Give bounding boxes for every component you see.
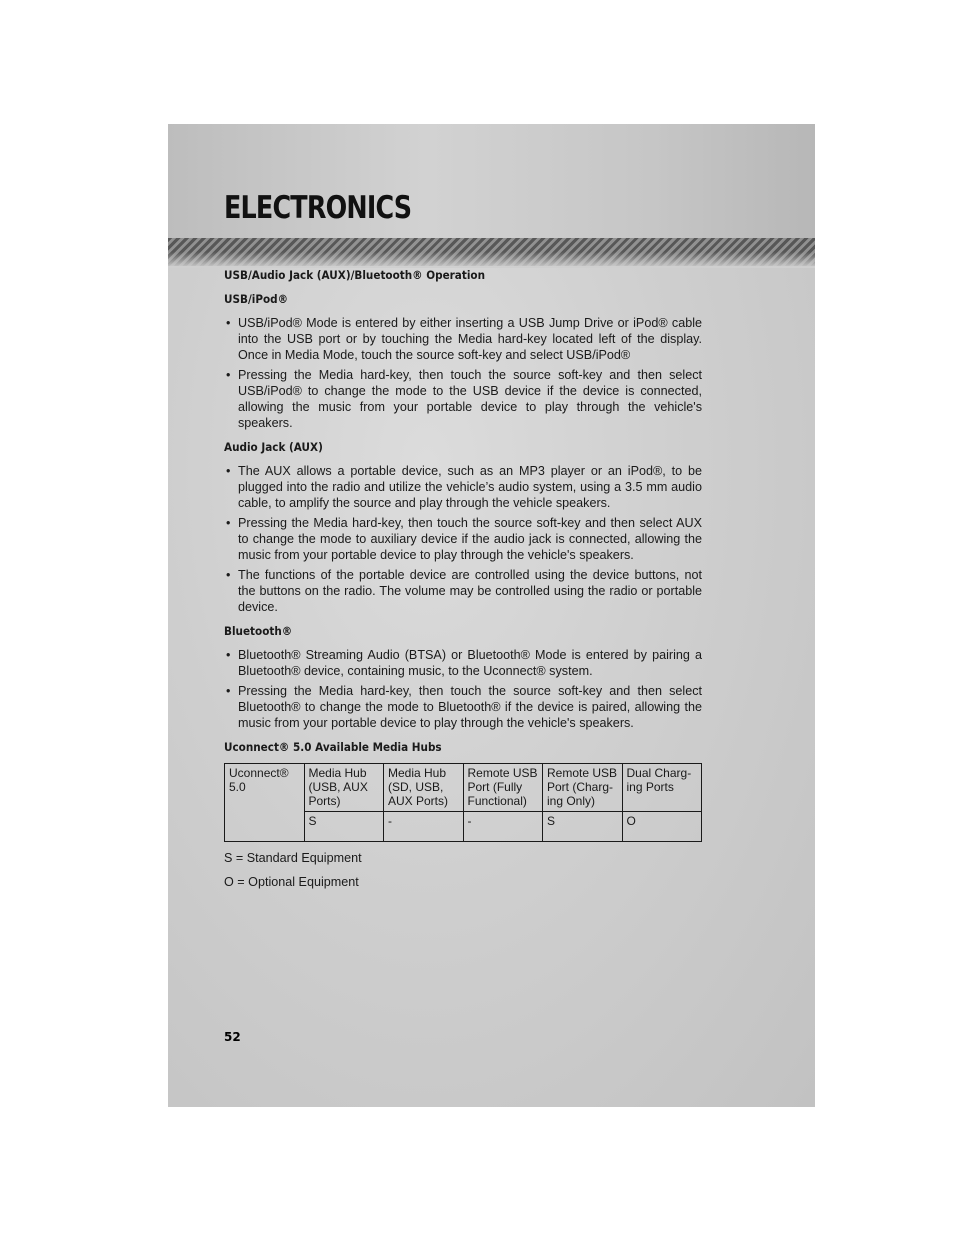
table-row-label: Uconnect® 5.0 [225,764,305,842]
table-column-header: Remote USB Port (Charg-ing Only) [543,764,623,812]
usb-bullet: • Pressing the Media hard-key, then touch the source soft-key and then select USB/iPod® to change the mode to the USB device if the device is connected, allowing the music from your portable device to play through the vehicle's speakers. [224,367,702,431]
table-column-header: Remote USB Port (Fully Functional) [463,764,543,812]
chapter-title: ELECTRONICS [224,190,412,226]
manual-page [168,124,815,1107]
aux-bullet-list [224,463,702,615]
section-heading: USB/Audio Jack (AUX)/Bluetooth® Operation [224,268,486,282]
legend-standard: S = Standard Equipment [224,851,362,865]
usb-bullet-list [224,315,702,431]
table-column-header: Dual Charg-ing Ports [622,764,702,812]
table-cell: - [463,812,543,842]
aux-bullet: • The functions of the portable device are controlled using the device buttons, not the buttons on the radio. The volume may be controlled using the radio or portable device. [224,567,702,615]
page-number: 52 [224,1030,241,1044]
aux-bullet: • The AUX allows a portable device, such as an MP3 player or an iPod®, to be plugged into the radio and utilize the vehicle’s audio system, using a 3.5 mm audio cable, to amplify the source and play through the vehicle speakers. [224,463,702,511]
table-cell: S [304,812,384,842]
aux-heading: Audio Jack (AUX) [224,440,323,454]
table-header-row [225,764,702,812]
bluetooth-bullet-list [224,647,702,731]
media-hubs-table [224,763,702,842]
legend-optional: O = Optional Equipment [224,875,359,889]
bluetooth-heading: Bluetooth® [224,624,293,638]
usb-heading: USB/iPod® [224,292,289,306]
usb-bullet: • USB/iPod® Mode is entered by either inserting a USB Jump Drive or iPod® cable into the USB port or by touching the Media hard-key located left of the display. Once in Media Mode, touch the source soft-key and select USB/iPod® [224,315,702,363]
table-cell: S [543,812,623,842]
bluetooth-bullet: • Pressing the Media hard-key, then touch the source soft-key and then select Bluetooth® to change the mode to Bluetooth® if the device is paired, allowing the music from your portable device to play through the vehicle's speakers. [224,683,702,731]
page-content [224,267,702,898]
page-header [168,124,815,238]
table-cell: - [384,812,464,842]
header-band-fade [168,252,815,268]
table-column-header: Media Hub (USB, AUX Ports) [304,764,384,812]
table-cell: O [622,812,702,842]
aux-bullet: • Pressing the Media hard-key, then touch the source soft-key and then select AUX to change the mode to auxiliary device if the audio jack is connected, allowing the music from your portable device to play through the vehicle's speakers. [224,515,702,563]
bluetooth-bullet: • Bluetooth® Streaming Audio (BTSA) or Bluetooth® Mode is entered by pairing a Bluetooth® device, containing music, to the Uconnect® system. [224,647,702,679]
media-hubs-heading: Uconnect® 5.0 Available Media Hubs [224,740,442,754]
table-column-header: Media Hub (SD, USB, AUX Ports) [384,764,464,812]
